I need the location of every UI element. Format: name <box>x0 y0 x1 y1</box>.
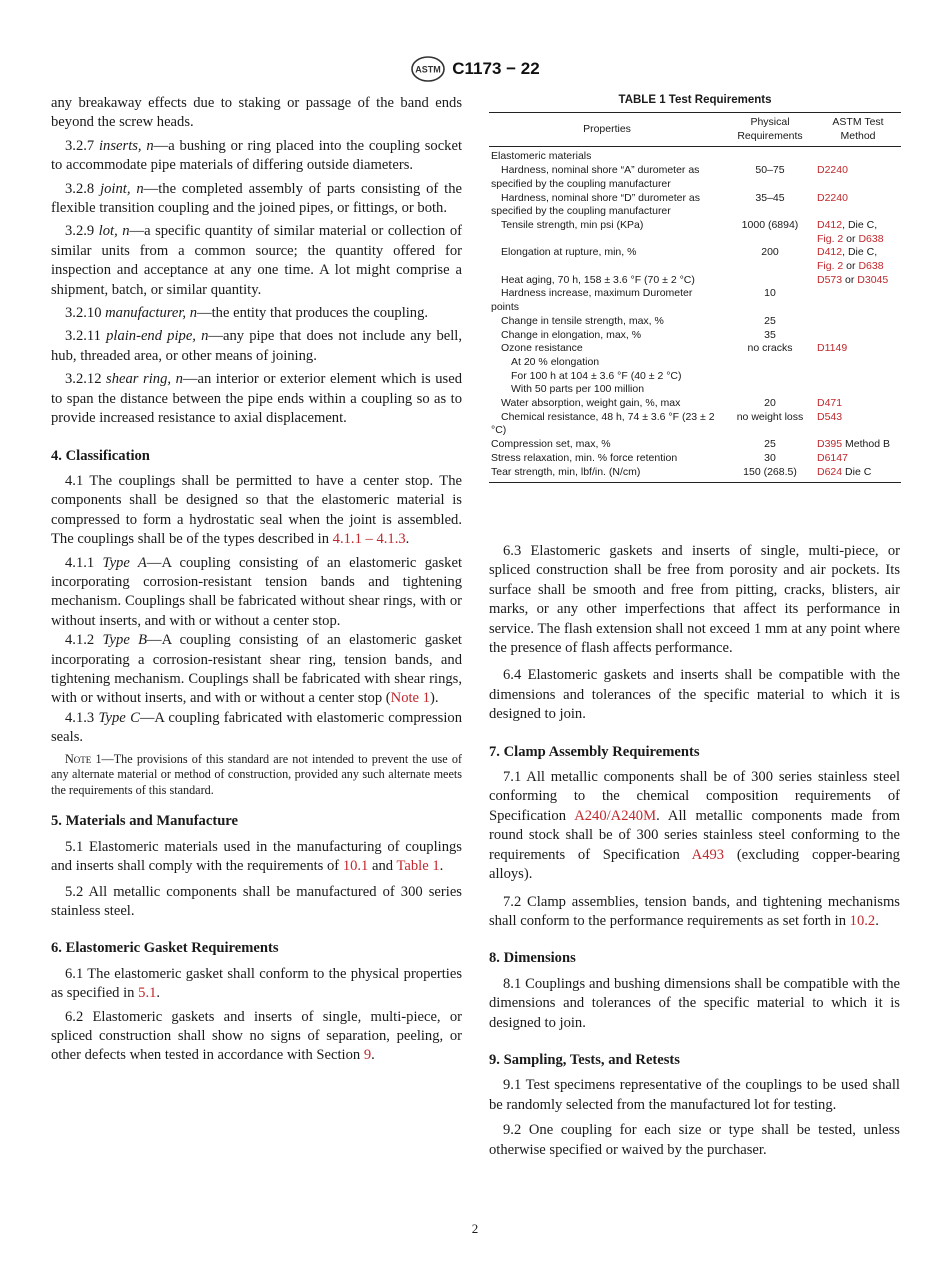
table-row: Hardness, nominal shore “A” durometer as specified by the coupling manufacturer 50–75 D2240 <box>489 164 901 191</box>
section-6-heading: 6. Elastomeric Gasket Requirements <box>51 940 279 957</box>
link-note-1[interactable]: Note 1 <box>390 690 430 707</box>
section-8-heading: 8. Dimensions <box>489 950 576 967</box>
paragraph-3-2-9: 3.2.9 lot, n—a specific quantity of similar material or collection of similar units from a common source; the quantity offered for inspection and acceptance at any one time. A lot might comprise a shipment, batch, or similar quantity. <box>51 223 462 298</box>
document-id: C1173 − 22 <box>452 59 540 78</box>
table-row: Change in tensile strength, max, % 25 <box>501 314 776 327</box>
link-4-1-1-to-4-1-3[interactable]: 4.1.1 – 4.1.3 <box>332 531 406 548</box>
link-d471[interactable]: D471 <box>817 397 843 410</box>
link-d412[interactable]: D412 <box>817 246 843 259</box>
link-d543[interactable]: D543 <box>817 410 843 423</box>
astm-logo-text: ASTM <box>415 64 442 75</box>
table-header-row <box>489 113 901 147</box>
page-number: 2 <box>471 1221 479 1236</box>
astm-logo <box>410 55 446 83</box>
paragraph-4-1-2: 4.1.2 Type B—A coupling consisting of an elastomeric gasket incorporating a corrosion-resistant shear ring, tension bands, and tightening mechanism. Couplings shall be fabricated with shear rings, with or without inserts, and with or without a center stop (Note 1). <box>51 632 462 707</box>
table-1-container <box>489 94 901 483</box>
link-d624[interactable]: D624 <box>817 465 843 478</box>
link-fig-2[interactable]: Fig. 2 <box>817 260 844 273</box>
table-row: Hardness increase, maximum Durometer points 10 <box>491 287 776 314</box>
table-row: Hardness, nominal shore “D” durometer as specified by the coupling manufacturer 35–45 D2240 <box>489 192 901 219</box>
link-d6147[interactable]: D6147 <box>817 451 848 464</box>
paragraph-3-2-8: 3.2.8 joint, n—the completed assembly of parts consisting of the flexible transition coupling and the joined pipes, or fittings, or both. <box>51 180 462 217</box>
table-row: With 50 parts per 100 million <box>511 383 645 396</box>
paragraph-7-2: 7.2 Clamp assemblies, tension bands, and tightening mechanisms shall conform to the performance requirements as set forth in 10.2. <box>489 893 900 929</box>
section-5-heading: 5. Materials and Manufacture <box>51 813 238 830</box>
paragraph-3-2-12: 3.2.12 shear ring, n—an interior or exterior element which is used to span the distance between the pipe ends within a coupling so as to provide increased resistance to axial displacement. <box>51 371 462 427</box>
table-row: Elongation at rupture, min, % 200 D412, Die C, Fig. 2 or D638 <box>501 246 884 273</box>
paragraph-continuation: any breakaway effects due to staking or passage of the band ends beyond the screw heads. <box>51 95 462 131</box>
link-fig-2[interactable]: Fig. 2 <box>817 232 844 245</box>
table-row: Tear strength, min, lbf/in. (N/cm) 150 (268.5) D624 Die C <box>491 465 872 478</box>
table-header-test-method: ASTM Test Method <box>815 113 901 147</box>
table-1 <box>489 112 901 483</box>
link-d573[interactable]: D573 <box>817 273 843 286</box>
paragraph-7-1: 7.1 All metallic components shall be of 300 series stainless steel conforming to the chemical composition requirements of Specification A240/A240M. All metallic components made from round stock shall be of 300 series stainless steel conforming to the requirements of Specification A493 (excluding copper-bearing alloys). <box>489 769 901 883</box>
link-d638[interactable]: D638 <box>858 232 884 245</box>
table-row: Change in elongation, max, % 35 <box>501 328 776 341</box>
table-header-physical-requirements: Physical Requirements <box>725 113 815 147</box>
left-column <box>51 94 462 1070</box>
link-a493[interactable]: A493 <box>691 846 725 863</box>
link-d1149[interactable]: D1149 <box>817 342 848 355</box>
paragraph-3-2-10: 3.2.10 manufacturer, n—the entity that produces the coupling. <box>65 305 429 322</box>
paragraph-6-1: 6.1 The elastomeric gasket shall conform to the physical properties as specified in 5.1. <box>51 965 462 1002</box>
paragraph-8-1: 8.1 Couplings and bushing dimensions shall be compatible with the dimensions and tolerances of the specific material to which it is designed to join. <box>489 975 900 1031</box>
link-d395[interactable]: D395 <box>817 438 843 451</box>
paragraph-4-1-1: 4.1.1 Type A—A coupling consisting of an elastomeric gasket incorporating corrosion-resistant tension bands and tightening mechanism. Couplings shall be fabricated without shear rings, with or without inserts, and with or without a center stop. <box>51 554 463 629</box>
section-9-heading: 9. Sampling, Tests, and Retests <box>489 1051 680 1068</box>
paragraph-4-1-3: 4.1.3 Type C—A coupling fabricated with elastomeric compression seals. <box>51 709 462 746</box>
paragraph-6-4: 6.4 Elastomeric gaskets and inserts shall be compatible with the dimensions and tolerances of the specific material to which it is designed to join. <box>489 667 900 723</box>
table-1-title: TABLE 1 Test Requirements <box>618 94 772 106</box>
section-4-heading: 4. Classification <box>51 447 150 464</box>
section-7-heading: 7. Clamp Assembly Requirements <box>489 743 700 760</box>
page-header <box>0 54 950 84</box>
table-row: Chemical resistance, 48 h, 74 ± 3.6 °F (23 ± 2 °C) no weight loss D543 <box>489 411 901 438</box>
paragraph-3-2-7: 3.2.7 inserts, n—a bushing or ring placed into the coupling socket to accommodate pipe materials of differing outside diameters. <box>51 137 463 174</box>
link-d2240[interactable]: D2240 <box>817 164 848 177</box>
table-header-properties: Properties <box>489 113 725 147</box>
paragraph-4-1: 4.1 The couplings shall be permitted to have a center stop. The components shall be designed so that the elastomeric material is compressed to form a hydrostatic seal when the joint is assembled. The couplings shall be of the types described in 4.1.1 – 4.1.3. <box>51 472 462 548</box>
paragraph-9-1: 9.1 Test specimens representative of the couplings to be used shall be randomly selected from the manufactured lot for testing. <box>489 1077 900 1113</box>
link-5-1[interactable]: 5.1 <box>138 985 157 1002</box>
link-a240[interactable]: A240/A240M <box>574 807 657 824</box>
table-row: Water absorption, weight gain, %, max 20 D471 <box>489 397 901 411</box>
link-d3045[interactable]: D3045 <box>857 273 889 286</box>
table-row: At 20 % elongation <box>511 355 600 368</box>
table-row: Ozone resistance no cracks D1149 <box>489 342 901 356</box>
table-row: Compression set, max, % 25 D395 Method B <box>491 438 890 451</box>
right-column <box>489 542 900 1164</box>
link-table-1[interactable]: Table 1 <box>396 858 440 875</box>
table-row: Stress relaxation, min. % force retention 30 D6147 <box>489 452 901 466</box>
paragraph-6-3: 6.3 Elastomeric gaskets and inserts of single, multi-piece, or spliced construction shall be free from porosity and air pockets. Its surface shall be smooth and free from pitting, cracks, blisters, air marks, or any other imperfections that affect its performance in service. The flash extension shall not exceed 1 mm at any point where the presence of flash affects performance. <box>489 543 900 657</box>
link-d2240[interactable]: D2240 <box>817 191 848 204</box>
table-row: Heat aging, 70 h, 158 ± 3.6 °F (70 ± 2 °C) D573 or D3045 <box>501 273 889 286</box>
table-row: Elastomeric materials <box>491 150 592 163</box>
paragraph-6-2: 6.2 Elastomeric gaskets and inserts of single, multi-piece, or spliced construction shall show no signs of separation, peeling, or other defects when tested in accordance with Section 9. <box>51 1008 462 1064</box>
table-row: For 100 h at 104 ± 3.6 °F (40 ± 2 °C) <box>511 369 682 382</box>
table-row: Tensile strength, min psi (KPa) 1000 (6894) D412, Die C, Fig. 2 or D638 <box>501 218 884 245</box>
paragraph-5-1: 5.1 Elastomeric materials used in the manufacturing of couplings and inserts shall comply with the requirements of 10.1 and Table 1. <box>51 838 462 875</box>
link-10-2[interactable]: 10.2 <box>849 912 876 929</box>
paragraph-9-2: 9.2 One coupling for each size or type shall be tested, unless otherwise specified or waived by the purchaser. <box>489 1122 900 1158</box>
link-d638[interactable]: D638 <box>858 260 884 273</box>
note-1: Note 1—The provisions of this standard are not intended to prevent the use of any alternate material or method of construction, provided any such alternate meets the requirements of this standard. <box>51 751 462 797</box>
link-d412[interactable]: D412 <box>817 218 843 231</box>
link-10-1[interactable]: 10.1 <box>342 858 369 875</box>
link-section-9[interactable]: 9 <box>363 1047 372 1064</box>
paragraph-5-2: 5.2 All metallic components shall be manufactured of 300 series stainless steel. <box>51 883 462 919</box>
paragraph-3-2-11: 3.2.11 plain-end pipe, n—any pipe that does not include any bell, hub, threaded area, or other means of joining. <box>51 328 463 364</box>
